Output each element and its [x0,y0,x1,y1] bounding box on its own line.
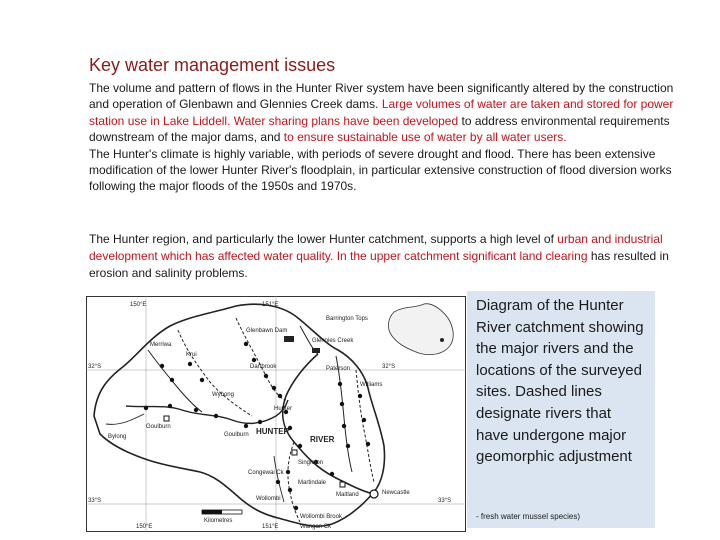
label-merriwa: Merriwa [150,342,172,348]
label-wybong: Wybong [212,392,234,398]
site-marker [342,424,346,428]
site-marker [330,472,334,476]
site-marker [276,480,280,484]
site-marker [144,406,148,410]
site-marker [286,470,290,474]
label-lat32: 32°S [88,364,102,370]
site-marker [168,404,172,408]
text-sustainable-use: to ensure sustainable use of water by all water users. [283,130,567,145]
paragraph-urban [89,231,695,281]
site-marker [244,424,248,428]
town-maitland-marker [340,482,345,487]
label-congewai: Congewai Ck [248,470,284,476]
paragraph-climate: The Hunter's climate is highly variable, with periods of severe drought and flood. There has been extensive modification of the lower Hunter River's floodplain, in particular extensive construction of flood diversion works following the major floods of the 1950s and 1970s. [89,146,672,194]
paragraph-flows-text [89,80,689,146]
label-newcastle: Newcastle [382,490,410,496]
map-caption-note: - fresh water mussel species) [476,512,581,521]
map-caption: Diagram of the Hunter River catchment showing the major rivers and the locations of the surveyed sites. Dashed lines designate rivers that have undergone major geomorphic adjustment [476,297,644,466]
site-marker [358,394,362,398]
text-urban-industrial: urban and industrial development which has affected water quality. In the upper catchment significant land clearing [89,232,663,263]
label-goulburn: Goulburn [146,424,171,430]
site-marker [188,362,192,366]
label-dartbrook: Dartbrook [250,364,277,370]
town-singleton-marker [292,450,297,455]
text-dams: The volume and pattern of flows in the Hunter River system have been significantly altered by the construction and operation of Glenbawn and Glennies Creek dams. [89,81,674,112]
label-barrington: Barrington Tops [326,316,368,322]
label-hunter: HUNTER [256,427,290,436]
site-marker [278,394,282,398]
glenbawn-dam-marker [284,336,294,342]
text-hunter-region: The Hunter region, and particularly the lower Hunter catchment, supports a high level of [89,232,554,246]
label-wangan: Wangan Ck [300,524,332,530]
label-martindale: Martindale [298,480,327,486]
label-lon150: 150°E [130,302,147,308]
label-wollombi-brook: Wollombi Brook [300,514,342,520]
town-newcastle-marker [370,490,378,498]
label-wollombi: Wollombi [256,496,281,502]
site-marker [338,382,342,386]
label-lon151: 151°E [262,302,279,308]
label-lon151b: 151°E [262,524,279,530]
catchment-map-svg [86,296,466,532]
town-goulburn-marker [164,416,169,421]
site-marker [252,358,256,362]
text-power-station: Large volumes of water are taken and stored for power station use in Lake Liddell. Water sharing plans have been developed [89,97,674,128]
glennies-dam-marker [312,348,320,353]
label-river: RIVER [310,435,335,444]
label-lon150b: 150°E [136,524,153,530]
inset-location-marker [440,338,444,342]
site-marker [258,420,262,424]
text-erosion: has resulted in erosion and salinity problems. [89,248,669,280]
label-glennies: Glennies Creek [312,338,354,344]
site-marker [366,442,370,446]
text-environment: to address environmental requirements downstream of the major dams, and [89,113,670,145]
scale-bar [202,510,242,514]
paragraph-flows [89,80,689,195]
site-marker [298,444,302,448]
label-lat32b: 32°S [382,364,396,370]
label-singleton: Singleton [298,460,324,466]
label-krui: Krui [186,352,197,358]
label-maitland: Maitland [336,492,359,498]
label-goulburn-r: Goulburn [224,432,249,438]
site-marker [362,418,366,422]
label-williams: Williams [360,382,383,388]
site-marker [214,414,218,418]
slide-title: Key water management issues [89,55,336,75]
label-paterson: Paterson [326,366,351,372]
label-kilometres: Kilometres [204,518,233,524]
site-marker [160,364,164,368]
site-marker [340,402,344,406]
site-marker [272,386,276,390]
site-marker [288,488,292,492]
label-hunter-r: Hunter [274,406,293,412]
site-marker [170,378,174,382]
label-bylong: Bylong [108,434,127,440]
site-marker [294,506,298,510]
label-glenbawn: Glenbawn Dam [246,328,288,334]
label-lat33b: 33°S [438,498,452,504]
site-marker [200,378,204,382]
scale-bar-fill [202,510,222,514]
label-lat33: 33°S [88,498,102,504]
site-marker [264,374,268,378]
catchment-map [86,296,466,532]
map-caption-box [467,291,655,528]
site-marker [194,408,198,412]
site-marker [244,342,248,346]
site-marker [346,444,350,448]
